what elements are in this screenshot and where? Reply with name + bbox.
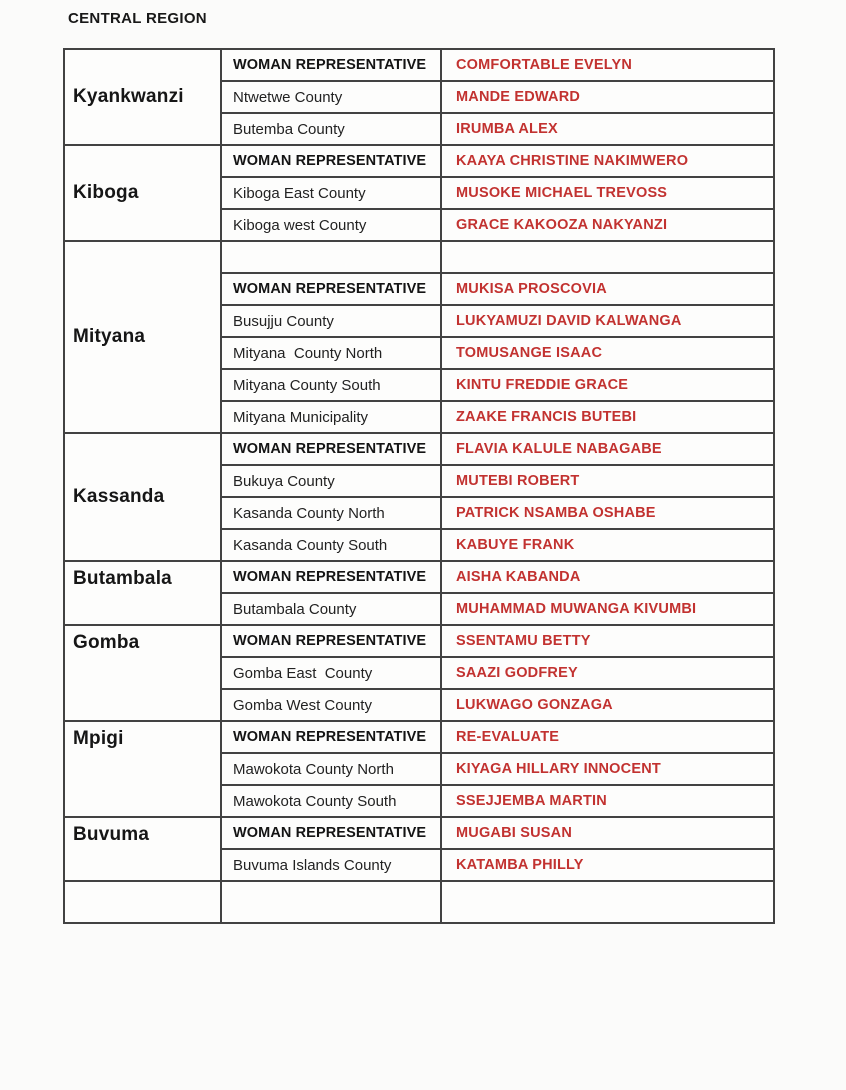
constituency-cell: Butemba County	[221, 113, 441, 145]
representative-cell: SSENTAMU BETTY	[441, 625, 774, 657]
representative-cell: MUHAMMAD MUWANGA KIVUMBI	[441, 593, 774, 625]
constituency-cell: Buvuma Islands County	[221, 849, 441, 881]
table-row	[64, 561, 774, 593]
district-cell: Gomba	[64, 625, 221, 721]
representative-cell: KIYAGA HILLARY INNOCENT	[441, 753, 774, 785]
representative-cell: RE-EVALUATE	[441, 721, 774, 753]
representative-cell: ZAAKE FRANCIS BUTEBI	[441, 401, 774, 433]
representative-cell: SSEJJEMBA MARTIN	[441, 785, 774, 817]
constituency-cell: WOMAN REPRESENTATIVE	[221, 625, 441, 657]
table-row	[64, 49, 774, 81]
constituency-cell: Kiboga East County	[221, 177, 441, 209]
constituency-cell: Kasanda County North	[221, 497, 441, 529]
district-cell: Mpigi	[64, 721, 221, 817]
constituency-cell: Kiboga west County	[221, 209, 441, 241]
constituency-cell: WOMAN REPRESENTATIVE	[221, 145, 441, 177]
constituency-cell: Gomba West County	[221, 689, 441, 721]
district-cell	[64, 881, 221, 923]
representative-cell: MUTEBI ROBERT	[441, 465, 774, 497]
constituency-cell: WOMAN REPRESENTATIVE	[221, 273, 441, 305]
table-row	[64, 881, 774, 923]
representative-cell: KINTU FREDDIE GRACE	[441, 369, 774, 401]
representative-cell: LUKYAMUZI DAVID KALWANGA	[441, 305, 774, 337]
constituency-cell	[221, 241, 441, 273]
representative-cell: TOMUSANGE ISAAC	[441, 337, 774, 369]
representative-cell: PATRICK NSAMBA OSHABE	[441, 497, 774, 529]
page-title: CENTRAL REGION	[68, 10, 207, 27]
constituency-cell: WOMAN REPRESENTATIVE	[221, 817, 441, 849]
constituency-cell: WOMAN REPRESENTATIVE	[221, 433, 441, 465]
representative-cell: KATAMBA PHILLY	[441, 849, 774, 881]
district-cell: Kyankwanzi	[64, 49, 221, 145]
representative-cell: LUKWAGO GONZAGA	[441, 689, 774, 721]
representative-cell: MANDE EDWARD	[441, 81, 774, 113]
representative-cell: IRUMBA ALEX	[441, 113, 774, 145]
constituency-cell: WOMAN REPRESENTATIVE	[221, 721, 441, 753]
constituency-cell: Mawokota County South	[221, 785, 441, 817]
table-row	[64, 433, 774, 465]
region-table	[63, 48, 775, 924]
representative-cell: GRACE KAKOOZA NAKYANZI	[441, 209, 774, 241]
representative-cell	[441, 241, 774, 273]
table-row	[64, 817, 774, 849]
representative-cell: FLAVIA KALULE NABAGABE	[441, 433, 774, 465]
representative-cell: COMFORTABLE EVELYN	[441, 49, 774, 81]
constituency-cell: Gomba East County	[221, 657, 441, 689]
representative-cell: KABUYE FRANK	[441, 529, 774, 561]
representative-cell	[441, 881, 774, 923]
constituency-cell: WOMAN REPRESENTATIVE	[221, 561, 441, 593]
table-row	[64, 625, 774, 657]
constituency-cell: WOMAN REPRESENTATIVE	[221, 49, 441, 81]
constituency-cell: Mawokota County North	[221, 753, 441, 785]
district-cell: Kiboga	[64, 145, 221, 241]
constituency-cell: Ntwetwe County	[221, 81, 441, 113]
table-row	[64, 721, 774, 753]
district-cell: Butambala	[64, 561, 221, 625]
constituency-cell: Mityana County South	[221, 369, 441, 401]
representative-cell: MUSOKE MICHAEL TREVOSS	[441, 177, 774, 209]
representative-cell: KAAYA CHRISTINE NAKIMWERO	[441, 145, 774, 177]
representative-cell: MUKISA PROSCOVIA	[441, 273, 774, 305]
constituency-cell: Mityana County North	[221, 337, 441, 369]
district-cell: Mityana	[64, 241, 221, 433]
constituency-cell: Busujju County	[221, 305, 441, 337]
representative-cell: MUGABI SUSAN	[441, 817, 774, 849]
constituency-cell: Kasanda County South	[221, 529, 441, 561]
region-table-body	[64, 49, 774, 923]
district-cell: Buvuma	[64, 817, 221, 881]
representative-cell: AISHA KABANDA	[441, 561, 774, 593]
constituency-cell: Bukuya County	[221, 465, 441, 497]
constituency-cell: Butambala County	[221, 593, 441, 625]
constituency-cell	[221, 881, 441, 923]
constituency-cell: Mityana Municipality	[221, 401, 441, 433]
table-row	[64, 241, 774, 273]
table-row	[64, 145, 774, 177]
district-cell: Kassanda	[64, 433, 221, 561]
representative-cell: SAAZI GODFREY	[441, 657, 774, 689]
